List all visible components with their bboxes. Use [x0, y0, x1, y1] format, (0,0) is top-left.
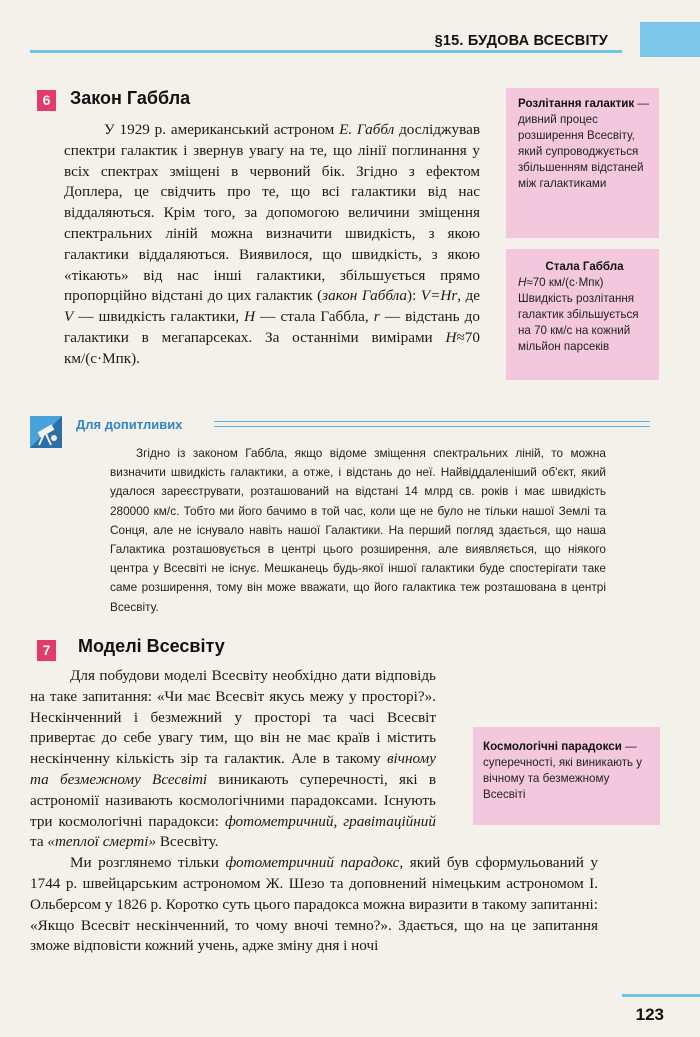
page-number: 123: [635, 1005, 664, 1024]
running-header: §15. БУДОВА ВСЕСВІТУ: [434, 33, 608, 49]
sidebox-hubble-title: Стала Габбла: [545, 260, 624, 273]
hubble-law-paragraph: У 1929 р. американський астроном Е. Габбл досліджував спектри галактик і звернув увагу на те, що лінії поглинання у всіх спектрах зміщені в червоний бік. Згідно з ефектом Доплера, це свідчить про те, що всі галактики від нас віддаляються. Крім того, за допомогою величини зміщення спектральних ліній можна визначити швидкість, з якою галактики віддаляються. Виявилося, що швидкість, з якою «тікають» від нас інші галактики, збільшується прямо пропорційно відстані до цих галактик (закон Габбла): V=Hr, де V — швидкість галактики, H — стала Габбла, r — відстань до галактики в мегапарсеках. За останніми вимірами H≈70 км/(с·Мпк).: [64, 121, 481, 367]
sidebox-hubble-desc: Швидкість розлітання галактик збільшується на 70 км/с на кожний мільйон парсеків: [518, 292, 639, 353]
models-paragraph-1: Для побудови моделі Всесвіту необхідно дати відповідь на таке запитання: «Чи має Всесвіт якусь межу у просторі?». Нескінченний і безмежний у просторі та часі Всесвіт привертає до себе увагу тим, що він не має країв і містить нескінченну кількість зір та галактик. Але в такому вічному та безмежному Всесвіті виникають суперечності, які в астрономії називають космологічними парадоксами. Існують три космологічні парадокси: фотометричний, гравітаційний та «теплої смерті» Всесвіту.: [30, 667, 436, 851]
section-7-badge: 7: [37, 640, 56, 661]
curious-divider: [214, 421, 650, 427]
curious-title: Для допитливих: [76, 417, 183, 432]
section-7-title: Моделі Всесвіту: [78, 636, 225, 656]
header-tab-block: [640, 22, 700, 57]
curious-body: [110, 444, 606, 617]
sidebox-hubble-constant: [506, 249, 659, 380]
header-rule: [30, 50, 622, 53]
footer-rule: [622, 994, 700, 997]
models-paragraph-2: Ми розглянемо тільки фотометричний парадокс, який був сформульований у 1744 р. швейцарським астрономом Ж. Шезо та доповнений німецьким астрономом І. Ольберсом у 1826 р. Коротко суть цього парадокса можна виразити в такому запитанні: «Якщо Всесвіт нескінченний, то чому вночі темно?». Здається, що на це запитання зможе відповісти кожний учень, адже зміну дня і ночі: [30, 854, 598, 955]
sidebox-cosmological-paradoxes: Космологічні парадокси — суперечності, які виникають у вічному та безмежному Всесвіті: [473, 727, 660, 825]
sidebox-galaxy-recession: Розлітання галактик — дивний процес розширення Всесвіту, який супроводжується збільшенням відстаней між галактиками: [506, 88, 659, 238]
section-6-badge: 6: [37, 90, 56, 111]
sidebox-hubble-value: H≈70 км/(с·Мпк): [518, 276, 604, 289]
section-6-title: Закон Габбла: [70, 88, 191, 108]
section-6-body: [64, 120, 480, 370]
curious-paragraph: Згідно із законом Габбла, якщо відоме зміщення спектральних ліній, то можна визначити швидкість галактики, а отже, і відстань до неї. Найвіддаленіший об'єкт, який удалося зареєструвати, розташований на відстані 14 млрд св. років і має швидкість 280000 км/с. Тобто ми його бачимо в той час, коли ще не було не тільки нашої Землі та Сонця, але не існувало навіть нашої Галактики. На перший погляд здається, що наша Галактика розташовується в центрі цього розширення, але виявляється, що ніякого центра у Всесвіті не існує. Мешканець будь-якої іншої галактики буде спостерігати таке саме розширення, тому він може вважати, що його галактика теж розташована в центрі Всесвіту.: [110, 446, 606, 614]
telescope-icon: [30, 416, 62, 448]
